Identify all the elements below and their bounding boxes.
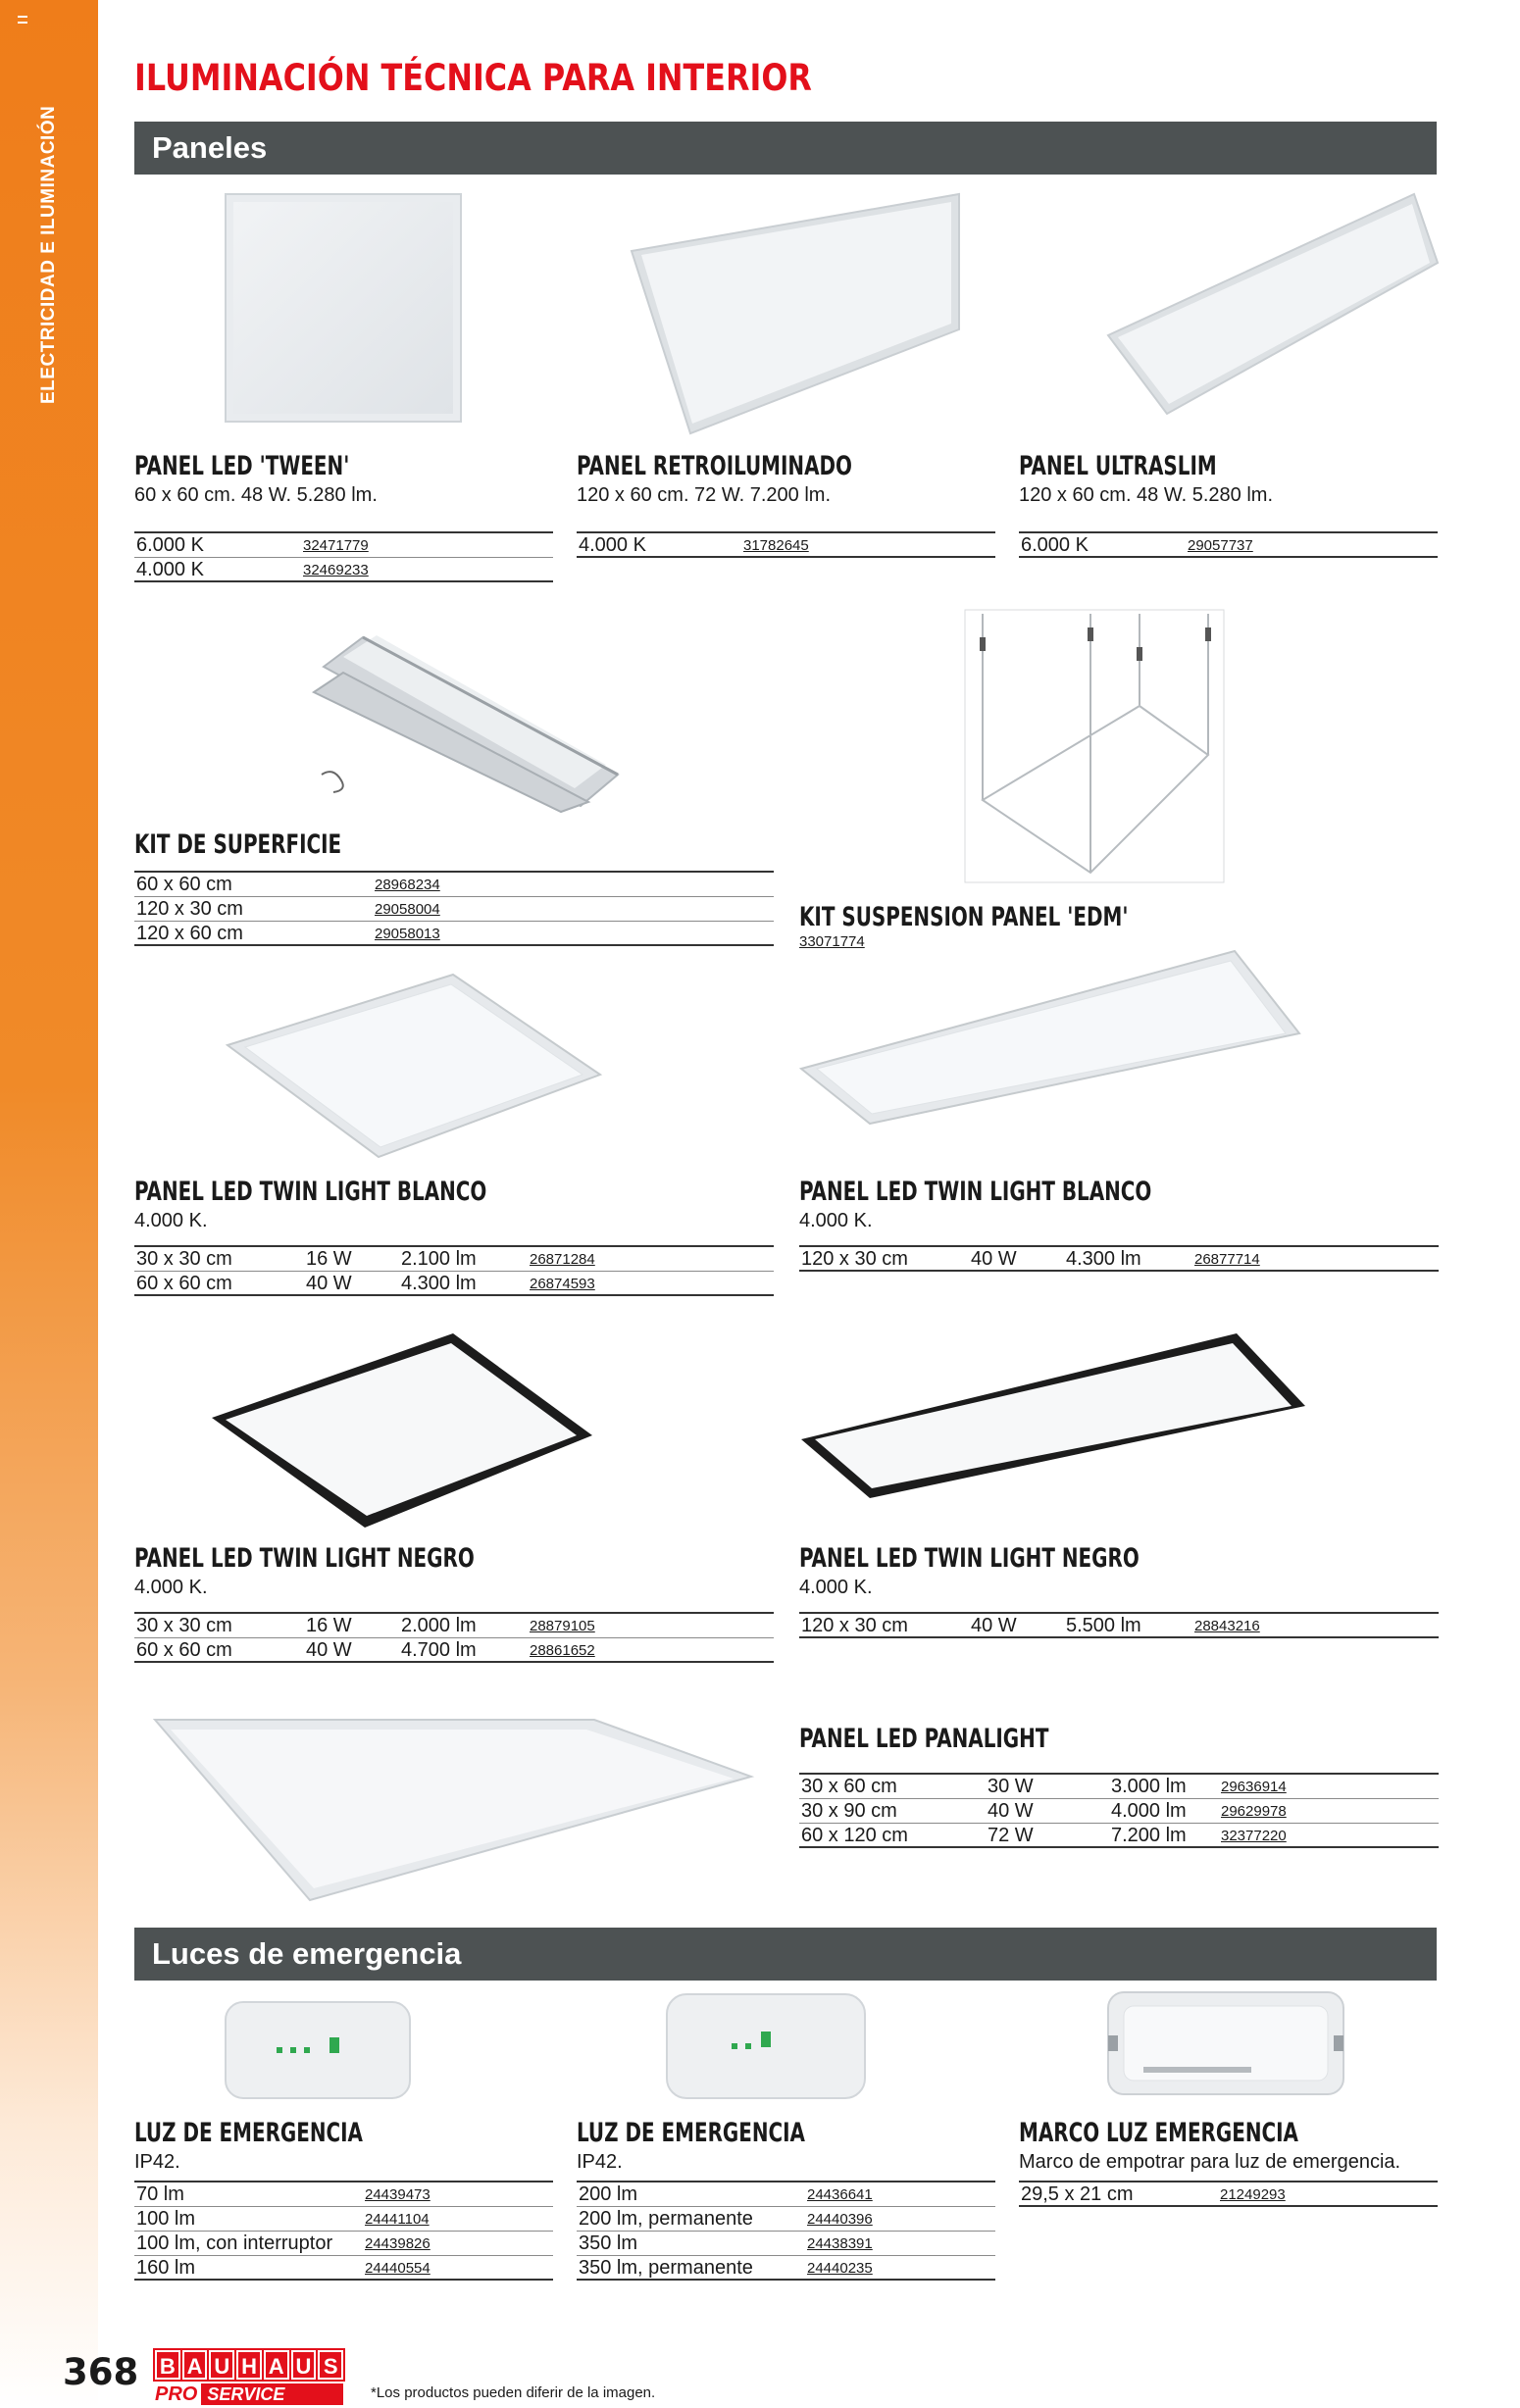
product-code: 29057737	[1188, 537, 1253, 554]
spec-value: 350 lm, permanente	[579, 2257, 753, 2279]
product-code: 28968234	[375, 877, 440, 893]
spec-table-twin-negro-b	[799, 1612, 1439, 1638]
spec-power: 40 W	[988, 1800, 1034, 1822]
spec-size: 30 x 60 cm	[801, 1776, 897, 1797]
spec-value: 70 lm	[136, 2183, 184, 2205]
luz-emergencia-b-image	[663, 1990, 869, 2102]
spec-value: 100 lm, con interruptor	[136, 2232, 333, 2254]
product-code: 32377220	[1221, 1828, 1287, 1844]
product-name-kit-suspension: KIT SUSPENSION PANEL 'EDM'	[799, 902, 1129, 932]
spec-size: 30 x 30 cm	[136, 1615, 232, 1636]
spec-value: 350 lm	[579, 2232, 638, 2254]
product-name-twin-blanco-b: PANEL LED TWIN LIGHT BLANCO	[799, 1177, 1152, 1207]
table-row	[134, 1247, 774, 1272]
spec-power: 40 W	[306, 1273, 352, 1294]
product-code: 24440554	[365, 2260, 431, 2277]
spec-table-emergencia-a	[134, 2181, 553, 2281]
spec-power: 30 W	[988, 1776, 1034, 1797]
spec-size: 60 x 120 cm	[801, 1825, 908, 1846]
panel-tween-image	[224, 192, 465, 426]
logo-pro: PRO	[155, 2383, 198, 2405]
section-header-emergencia: Luces de emergencia	[134, 1928, 1437, 1981]
product-name-ultraslim: PANEL ULTRASLIM	[1019, 451, 1217, 481]
panel-retroiluminado-image	[628, 192, 961, 437]
product-code-kit-suspension: 33071774	[799, 933, 865, 950]
table-row	[134, 558, 553, 582]
table-row	[577, 2232, 995, 2256]
spec-size: 60 x 60 cm	[136, 1639, 232, 1661]
spec-value: 60 x 60 cm	[136, 874, 232, 895]
product-code: 24441104	[365, 2211, 430, 2228]
spec-size: 120 x 30 cm	[801, 1248, 908, 1270]
table-row	[799, 1824, 1439, 1848]
table-row	[134, 873, 774, 897]
spec-value: 200 lm	[579, 2183, 638, 2205]
spec-lumens: 4.300 lm	[401, 1273, 477, 1294]
logo-letter: U	[209, 2350, 234, 2380]
panalight-image	[149, 1712, 757, 1904]
logo-letter: A	[182, 2350, 208, 2380]
product-code: 26874593	[530, 1276, 595, 1292]
product-code: 24436641	[807, 2186, 873, 2203]
product-name-twin-blanco-a: PANEL LED TWIN LIGHT BLANCO	[134, 1177, 487, 1207]
logo-letter: H	[236, 2350, 262, 2380]
spec-power: 40 W	[306, 1639, 352, 1661]
spec-table-twin-negro-a	[134, 1612, 774, 1663]
spec-value: 200 lm, permanente	[579, 2208, 753, 2230]
product-code: 31782645	[743, 537, 809, 554]
product-name-tween: PANEL LED 'TWEEN'	[134, 451, 350, 481]
product-code: 26871284	[530, 1251, 595, 1268]
table-row	[1019, 2182, 1438, 2207]
spec-lumens: 4.300 lm	[1066, 1248, 1141, 1270]
spec-table-tween	[134, 531, 553, 582]
product-code: 29629978	[1221, 1803, 1287, 1820]
panel-ultraslim-image	[1106, 192, 1440, 416]
table-row	[134, 533, 553, 558]
twin-light-blanco-rect-image	[799, 949, 1303, 1126]
product-code: 29058013	[375, 926, 440, 942]
product-name-emergencia-b: LUZ DE EMERGENCIA	[577, 2118, 805, 2148]
spec-table-panalight	[799, 1773, 1439, 1848]
product-code: 24439473	[365, 2186, 431, 2203]
product-desc-twin-blanco-a: 4.000 K.	[134, 1210, 208, 1231]
product-code: 29636914	[1221, 1779, 1287, 1795]
logo-letter: U	[291, 2350, 317, 2380]
spec-value: 4.000 K	[136, 559, 204, 580]
product-code: 28843216	[1194, 1618, 1260, 1634]
spec-value: 120 x 30 cm	[136, 898, 243, 920]
spec-value: 4.000 K	[579, 534, 646, 556]
page-number: 368	[63, 2351, 139, 2393]
spec-value: 6.000 K	[136, 534, 204, 556]
table-row	[577, 533, 995, 558]
spec-size: 60 x 60 cm	[136, 1273, 232, 1294]
product-desc-emergencia-b: IP42.	[577, 2151, 623, 2173]
spec-lumens: 2.000 lm	[401, 1615, 477, 1636]
spec-power: 40 W	[971, 1615, 1017, 1636]
table-row	[134, 1638, 774, 1663]
table-row	[134, 2207, 553, 2232]
product-code: 32469233	[303, 562, 369, 578]
spec-lumens: 3.000 lm	[1111, 1776, 1187, 1797]
logo-letter: B	[155, 2350, 180, 2380]
product-code: 28879105	[530, 1618, 595, 1634]
table-row	[1019, 533, 1438, 558]
product-code: 28861652	[530, 1642, 595, 1659]
product-desc-marco: Marco de empotrar para luz de emergencia.	[1019, 2151, 1401, 2173]
product-code: 24440235	[807, 2260, 873, 2277]
product-code: 24440396	[807, 2211, 873, 2228]
product-name-retroiluminado: PANEL RETROILUMINADO	[577, 451, 852, 481]
logo-letter: S	[318, 2350, 343, 2380]
spec-lumens: 7.200 lm	[1111, 1825, 1187, 1846]
spec-value: 100 lm	[136, 2208, 196, 2230]
product-code: 26877714	[1194, 1251, 1260, 1268]
product-code: 21249293	[1220, 2186, 1286, 2203]
product-code: 29058004	[375, 901, 440, 918]
bauhaus-logo	[155, 2350, 343, 2405]
spec-value: 160 lm	[136, 2257, 196, 2279]
table-row	[134, 922, 774, 946]
product-desc-emergencia-a: IP42.	[134, 2151, 180, 2173]
table-row	[134, 2232, 553, 2256]
product-desc-tween: 60 x 60 cm. 48 W. 5.280 lm.	[134, 484, 378, 506]
product-name-marco: MARCO LUZ EMERGENCIA	[1019, 2118, 1298, 2148]
spec-table-kit-superficie	[134, 871, 774, 946]
table-row	[134, 897, 774, 922]
table-row	[799, 1799, 1439, 1824]
table-row	[134, 1272, 774, 1296]
section-header-paneles: Paneles	[134, 122, 1437, 175]
kit-superficie-image	[304, 627, 628, 814]
table-row	[799, 1614, 1439, 1638]
product-code: 24439826	[365, 2235, 431, 2252]
spec-table-retroiluminado	[577, 531, 995, 558]
spec-lumens: 4.700 lm	[401, 1639, 477, 1661]
table-row	[799, 1247, 1439, 1272]
product-name-kit-superficie: KIT DE SUPERFICIE	[134, 829, 342, 860]
page-title: ILUMINACIÓN TÉCNICA PARA INTERIOR	[134, 57, 812, 99]
spec-table-ultraslim	[1019, 531, 1438, 558]
twin-light-negro-rect-image	[799, 1331, 1309, 1500]
product-name-emergencia-a: LUZ DE EMERGENCIA	[134, 2118, 363, 2148]
table-row	[134, 1614, 774, 1638]
spec-table-twin-blanco-a	[134, 1245, 774, 1296]
product-desc-ultraslim: 120 x 60 cm. 48 W. 5.280 lm.	[1019, 484, 1274, 506]
table-row	[577, 2256, 995, 2281]
product-name-panalight: PANEL LED PANALIGHT	[799, 1724, 1049, 1754]
twin-light-blanco-square-image	[224, 971, 604, 1161]
footnote: *Los productos pueden diferir de la imagen.	[371, 2384, 656, 2401]
spec-table-marco	[1019, 2181, 1438, 2207]
product-desc-twin-negro-a: 4.000 K.	[134, 1577, 208, 1598]
spec-size: 30 x 90 cm	[801, 1800, 897, 1822]
spec-power: 40 W	[971, 1248, 1017, 1270]
product-code: 24438391	[807, 2235, 873, 2252]
product-desc-twin-blanco-b: 4.000 K.	[799, 1210, 873, 1231]
table-row	[799, 1775, 1439, 1799]
spec-value: 6.000 K	[1021, 534, 1089, 556]
spec-lumens: 4.000 lm	[1111, 1800, 1187, 1822]
spec-table-twin-blanco-b	[799, 1245, 1439, 1272]
spec-power: 72 W	[988, 1825, 1034, 1846]
kit-suspension-image	[963, 608, 1226, 884]
side-category-label: ELECTRICIDAD E ILUMINACIÓN	[38, 105, 59, 404]
product-code: 32471779	[303, 537, 369, 554]
product-name-twin-negro-a: PANEL LED TWIN LIGHT NEGRO	[134, 1543, 475, 1574]
spec-size: 30 x 30 cm	[136, 1248, 232, 1270]
logo-service: SERVICE	[201, 2383, 343, 2405]
spec-power: 16 W	[306, 1248, 352, 1270]
logo-letter: A	[264, 2350, 289, 2380]
spec-lumens: 5.500 lm	[1066, 1615, 1141, 1636]
table-row	[134, 2256, 553, 2281]
product-desc-twin-negro-b: 4.000 K.	[799, 1577, 873, 1598]
spec-power: 16 W	[306, 1615, 352, 1636]
twin-light-negro-square-image	[208, 1329, 596, 1531]
spec-value: 29,5 x 21 cm	[1021, 2183, 1134, 2205]
luz-emergencia-a-image	[222, 1998, 414, 2102]
table-row	[577, 2182, 995, 2207]
table-row	[577, 2207, 995, 2232]
spec-size: 120 x 30 cm	[801, 1615, 908, 1636]
product-desc-retroiluminado: 120 x 60 cm. 72 W. 7.200 lm.	[577, 484, 832, 506]
spec-lumens: 2.100 lm	[401, 1248, 477, 1270]
table-row	[134, 2182, 553, 2207]
marco-luz-emergencia-image	[1104, 1988, 1347, 2098]
product-name-twin-negro-b: PANEL LED TWIN LIGHT NEGRO	[799, 1543, 1140, 1574]
spec-table-emergencia-b	[577, 2181, 995, 2281]
spec-value: 120 x 60 cm	[136, 923, 243, 944]
